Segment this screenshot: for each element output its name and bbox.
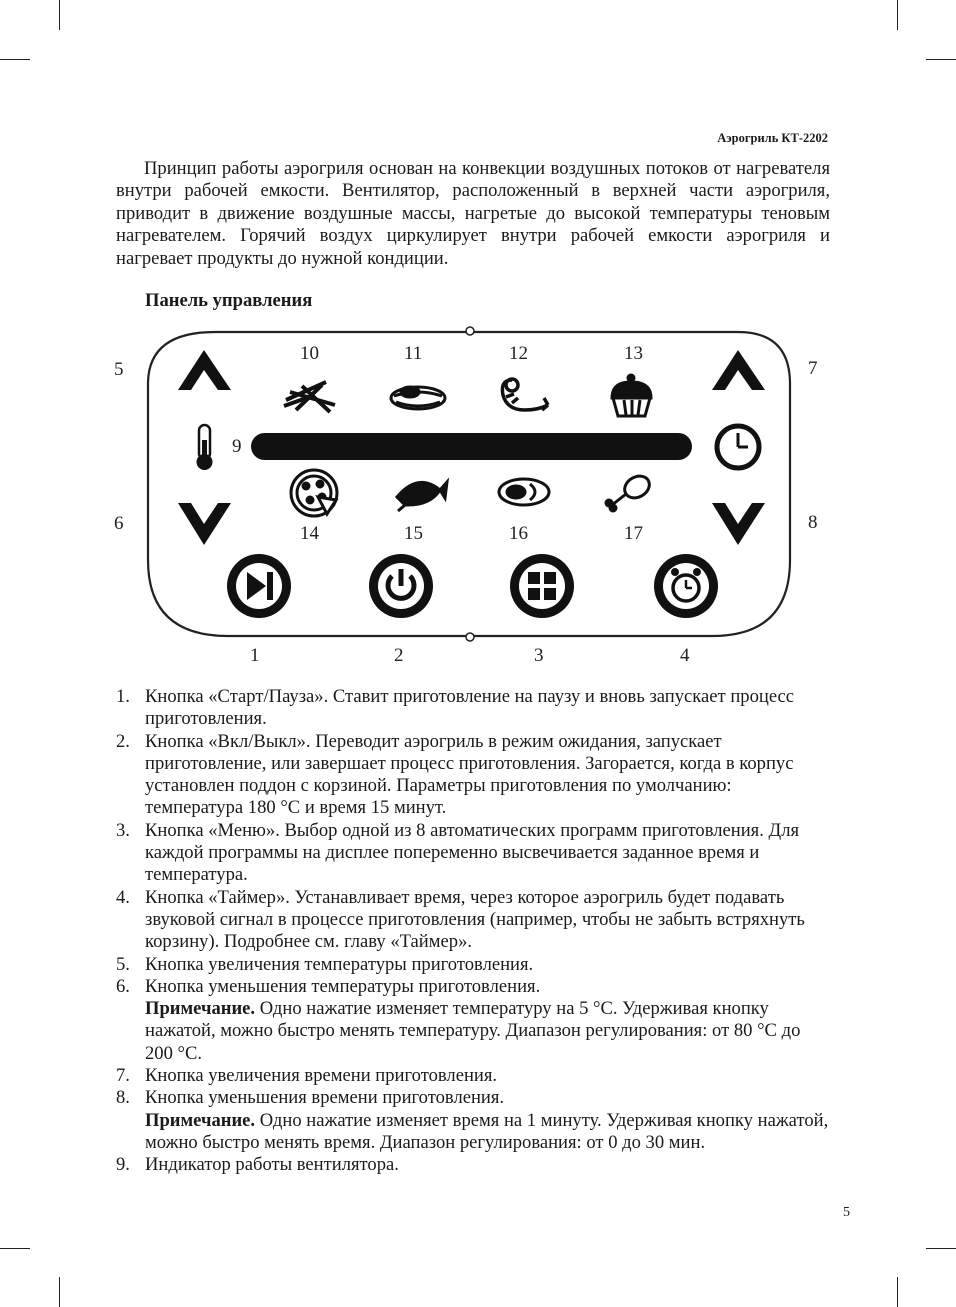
callout-6: 6 [114, 513, 124, 534]
callout-3: 3 [534, 645, 544, 666]
callout-16: 16 [509, 523, 528, 544]
list-item: 9. Индикатор работы вентилятора. [116, 1154, 399, 1176]
meat-cut-icon [499, 479, 549, 505]
list-item: 8. Кнопка уменьшения времени приготовления. [116, 1087, 505, 1109]
intro-paragraph: Принцип работы аэрогриля основан на конвекции воздушных потоков от нагревателя внутри рабочей емкости. Вентилятор, расположенный в верхней части аэрогриля, приводит в движение воздушные массы, нагретые до высокой температуры теновым нагревателем. Горячий воздух циркулирует внутри рабочей емкости аэрогриля и нагревает продукты до нужной кондиции. [116, 158, 830, 269]
list-item: 1. Кнопка «Старт/Пауза». Ставит приготовление на паузу и вновь запускает процесс приготовления. [116, 686, 795, 730]
crop-mark [0, 1248, 30, 1249]
callout-7: 7 [808, 358, 818, 379]
time-up-arrow-icon [712, 350, 765, 390]
list-item: 7. Кнопка увеличения времени приготовления. [116, 1065, 498, 1087]
temp-up-arrow-icon [178, 350, 231, 390]
cupcake-icon [612, 375, 651, 416]
crop-mark [59, 1277, 60, 1307]
drumstick-icon [606, 472, 653, 511]
callout-11: 11 [404, 343, 423, 364]
temp-down-arrow-icon [178, 503, 231, 545]
callout-9: 9 [232, 436, 242, 457]
callout-13: 13 [624, 343, 643, 364]
callout-15: 15 [404, 523, 423, 544]
crop-mark [897, 1277, 898, 1307]
timer-button-icon [654, 554, 718, 618]
callout-12: 12 [509, 343, 528, 364]
menu-button-icon [510, 554, 574, 618]
callout-10: 10 [300, 343, 319, 364]
callout-5: 5 [114, 359, 124, 380]
list-item: 4. Кнопка «Таймер». Устанавливает время, через которое аэрогриль будет подавать звуковой сигнал в процессе приготовления (например, чтобы не забыть встряхнуть корзину). Подробнее см. главу «Таймер». [116, 886, 805, 953]
button-description-list [116, 686, 832, 1177]
thermometer-icon [197, 425, 213, 470]
list-item: 5. Кнопка увеличения температуры приготовления. [116, 953, 534, 975]
steak-icon [391, 387, 445, 409]
list-item: 2. Кнопка «Вкл/Выкл». Переводит аэрогриль в режим ожидания, запускает приготовление, или завершает процесс приготовления. Загорается, когда в корпус установлен поддон с корзиной. Параметры приготовления по умолчанию: температура 180 °C и время 15 минут. [116, 730, 794, 819]
temperature-note: Примечание. Одно нажатие изменяет температуру на 5 °C. Удерживая кнопку нажатой, можно быстро менять температуру. Диапазон регулирования: от 80 °C до 200 °C. [145, 998, 801, 1064]
start-pause-button-icon [227, 554, 291, 618]
callout-4: 4 [680, 645, 690, 666]
crop-mark [926, 1248, 956, 1249]
callout-2: 2 [394, 645, 404, 666]
callout-8: 8 [808, 512, 818, 533]
callout-1: 1 [250, 645, 260, 666]
time-note: Примечание. Одно нажатие изменяет время на 1 минуту. Удерживая кнопку нажатой, можно быстро менять время. Диапазон регулирования: от 0 до 30 мин. [145, 1109, 829, 1153]
page-number: 5 [843, 1205, 850, 1220]
shrimp-icon [502, 379, 548, 410]
fries-icon [284, 382, 335, 412]
list-item: 6. Кнопка уменьшения температуры приготовления. [116, 975, 541, 997]
fish-icon [397, 482, 447, 511]
clock-icon [717, 426, 759, 468]
power-button-icon [369, 554, 433, 618]
callout-14: 14 [300, 523, 319, 544]
fan-indicator-bar [251, 433, 692, 460]
list-item: 3. Кнопка «Меню». Выбор одной из 8 автоматических программ приготовления. Для каждой программы на дисплее попеременно высвечивается заданное время и температура. [116, 819, 800, 886]
pizza-icon [291, 470, 337, 516]
callout-17: 17 [624, 523, 643, 544]
section-title: Панель управления [145, 290, 313, 311]
running-header: Аэрогриль КТ-2202 [717, 131, 828, 145]
time-down-arrow-icon [712, 503, 765, 545]
